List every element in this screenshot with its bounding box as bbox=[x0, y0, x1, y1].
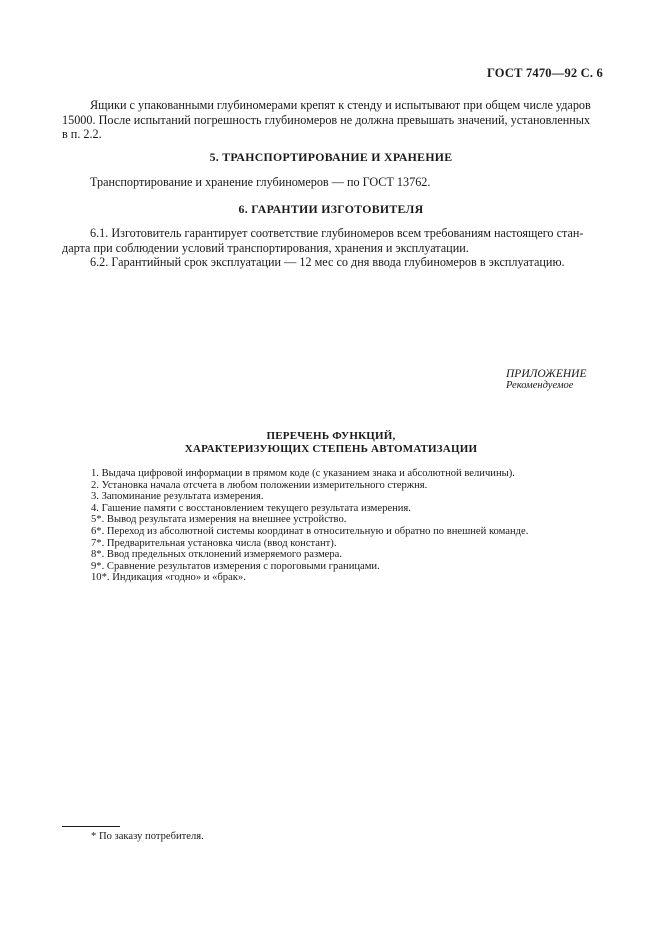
appendix-label bbox=[506, 368, 587, 391]
page-header: ГОСТ 7470—92 С. 6 bbox=[486, 66, 603, 80]
list-item: 2. Установка начала отсчета в любом положении измерительного стержня. bbox=[91, 479, 428, 491]
intro-paragraph bbox=[62, 98, 600, 142]
footnote-divider bbox=[62, 826, 120, 827]
section-6-heading: 6. ГАРАНТИИ ИЗГОТОВИТЕЛЯ bbox=[238, 202, 424, 216]
intro-line-3: в п. 2.2. bbox=[62, 127, 102, 142]
section-6-text-block bbox=[62, 226, 600, 270]
section-6-p1-line-1: 6.1. Изготовитель гарантирует соответствие глубиномеров всем требованиям настоящего стан- bbox=[90, 226, 584, 240]
list-item: 7*. Предварительная установка числа (ввод констант). bbox=[91, 537, 337, 549]
list-item: 9*. Сравнение результатов измерения с пороговыми границами. bbox=[91, 560, 380, 572]
appendix-subtitle: Рекомендуемое bbox=[506, 380, 574, 391]
functions-title bbox=[62, 430, 600, 455]
section-5-text-block bbox=[62, 175, 600, 190]
list-item: 8*. Ввод предельных отклонений измеряемого размера. bbox=[91, 549, 343, 561]
section-5-heading: 5. ТРАНСПОРТИРОВАНИЕ И ХРАНЕНИЕ bbox=[209, 150, 453, 164]
section-5-text: Транспортирование и хранение глубиномеров — по ГОСТ 13762. bbox=[90, 175, 431, 189]
section-6-p2: 6.2. Гарантийный срок эксплуатации — 12 мес со дня ввода глубиномеров в эксплуатацию. bbox=[90, 255, 565, 270]
functions-title-line-2: ХАРАКТЕРИЗУЮЩИХ СТЕПЕНЬ АВТОМАТИЗАЦИИ bbox=[184, 442, 478, 455]
list-item: 3. Запоминание результата измерения. bbox=[91, 491, 264, 503]
appendix-title: ПРИЛОЖЕНИЕ bbox=[506, 368, 587, 380]
intro-line-2: 15000. После испытаний погрешность глубиномеров не должна превышать значений, установленных bbox=[62, 112, 591, 127]
footnote: * По заказу потребителя. bbox=[91, 831, 204, 842]
list-item: 6*. Переход из абсолютной системы координат в относительную и обратно по внешней команде. bbox=[91, 525, 529, 537]
list-item: 5*. Вывод результата измерения на внешнее устройство. bbox=[91, 514, 347, 526]
section-6-p1-line-2: дарта при соблюдении условий транспортирования, хранения и эксплуатации. bbox=[62, 240, 469, 255]
functions-list bbox=[91, 468, 611, 584]
list-item: 10*. Индикация «годно» и «брак». bbox=[91, 572, 246, 584]
functions-title-line-1: ПЕРЕЧЕНЬ ФУНКЦИЙ, bbox=[266, 430, 396, 442]
intro-line-1: Ящики с упакованными глубиномерами крепят к стенду и испытывают при общем числе ударов bbox=[90, 98, 591, 112]
list-item: 4. Гашение памяти с восстановлением текущего результата измерения. bbox=[91, 502, 411, 514]
list-item: 1. Выдача цифровой информации в прямом коде (с указанием знака и абсолютной величины). bbox=[91, 468, 515, 479]
